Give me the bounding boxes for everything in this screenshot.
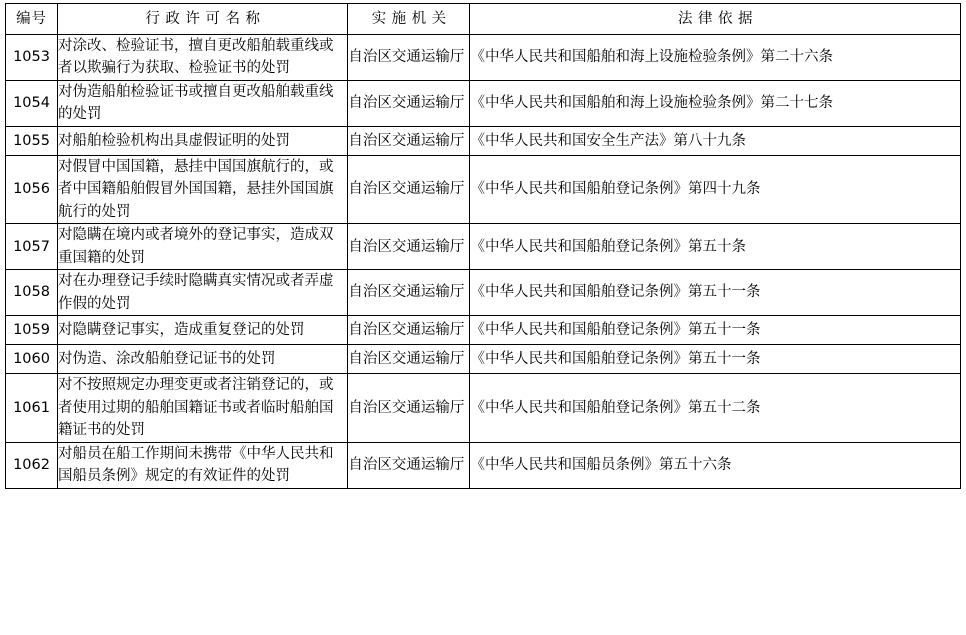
row-permission-name: 对伪造、涂改船舶登记证书的处罚 (58, 345, 348, 374)
row-permission-name: 对船员在船工作期间未携带《中华人民共和国船员条例》规定的有效证件的处罚 (58, 442, 348, 488)
row-permission-name: 对假冒中国国籍，悬挂中国国旗航行的，或者中国籍船舶假冒外国国籍，悬挂外国国旗航行的处罚 (58, 155, 348, 223)
table-row (6, 374, 961, 442)
row-legal-basis: 《中华人民共和国船舶和海上设施检验条例》第二十七条 (470, 80, 961, 126)
row-legal-basis: 《中华人民共和国船舶登记条例》第五十二条 (470, 374, 961, 442)
row-number: 1060 (6, 345, 58, 374)
row-organ: 自治区交通运输厅 (348, 35, 470, 81)
row-number: 1062 (6, 442, 58, 488)
column-header-number: 编号 (6, 4, 58, 35)
row-permission-name: 对伪造船舶检验证书或擅自更改船舶载重线的处罚 (58, 80, 348, 126)
row-number: 1055 (6, 126, 58, 155)
row-organ: 自治区交通运输厅 (348, 224, 470, 270)
row-organ: 自治区交通运输厅 (348, 374, 470, 442)
table-row (6, 80, 961, 126)
row-number: 1058 (6, 270, 58, 316)
row-permission-name: 对船舶检验机构出具虚假证明的处罚 (58, 126, 348, 155)
row-organ: 自治区交通运输厅 (348, 126, 470, 155)
row-organ: 自治区交通运输厅 (348, 270, 470, 316)
row-organ: 自治区交通运输厅 (348, 80, 470, 126)
row-number: 1054 (6, 80, 58, 126)
row-legal-basis: 《中华人民共和国船舶登记条例》第五十一条 (470, 316, 961, 345)
row-number: 1053 (6, 35, 58, 81)
administrative-permission-table (5, 3, 961, 489)
row-number: 1061 (6, 374, 58, 442)
row-legal-basis: 《中华人民共和国船舶登记条例》第四十九条 (470, 155, 961, 223)
row-permission-name: 对隐瞒在境内或者境外的登记事实，造成双重国籍的处罚 (58, 224, 348, 270)
table-body (6, 35, 961, 489)
row-legal-basis: 《中华人民共和国船舶和海上设施检验条例》第二十六条 (470, 35, 961, 81)
row-organ: 自治区交通运输厅 (348, 345, 470, 374)
row-number: 1056 (6, 155, 58, 223)
row-legal-basis: 《中华人民共和国船舶登记条例》第五十一条 (470, 345, 961, 374)
row-permission-name: 对涂改、检验证书，擅自更改船舶载重线或者以欺骗行为获取、检验证书的处罚 (58, 35, 348, 81)
row-legal-basis: 《中华人民共和国船舶登记条例》第五十一条 (470, 270, 961, 316)
row-legal-basis: 《中华人民共和国安全生产法》第八十九条 (470, 126, 961, 155)
row-legal-basis: 《中华人民共和国船员条例》第五十六条 (470, 442, 961, 488)
table-row (6, 35, 961, 81)
document-page (0, 3, 966, 635)
row-organ: 自治区交通运输厅 (348, 316, 470, 345)
table-row (6, 316, 961, 345)
row-number: 1057 (6, 224, 58, 270)
row-number: 1059 (6, 316, 58, 345)
row-permission-name: 对在办理登记手续时隐瞒真实情况或者弄虚作假的处罚 (58, 270, 348, 316)
table-row (6, 126, 961, 155)
row-permission-name: 对不按照规定办理变更或者注销登记的，或者使用过期的船舶国籍证书或者临时船舶国籍证书的处罚 (58, 374, 348, 442)
column-header-name: 行政许可名称 (58, 4, 348, 35)
row-organ: 自治区交通运输厅 (348, 155, 470, 223)
row-permission-name: 对隐瞒登记事实，造成重复登记的处罚 (58, 316, 348, 345)
table-row (6, 442, 961, 488)
table-header (6, 4, 961, 35)
table-header-row (6, 4, 961, 35)
row-legal-basis: 《中华人民共和国船舶登记条例》第五十条 (470, 224, 961, 270)
column-header-organ: 实施机关 (348, 4, 470, 35)
table-row (6, 270, 961, 316)
table-row (6, 155, 961, 223)
table-row (6, 345, 961, 374)
column-header-basis: 法律依据 (470, 4, 961, 35)
row-organ: 自治区交通运输厅 (348, 442, 470, 488)
table-row (6, 224, 961, 270)
